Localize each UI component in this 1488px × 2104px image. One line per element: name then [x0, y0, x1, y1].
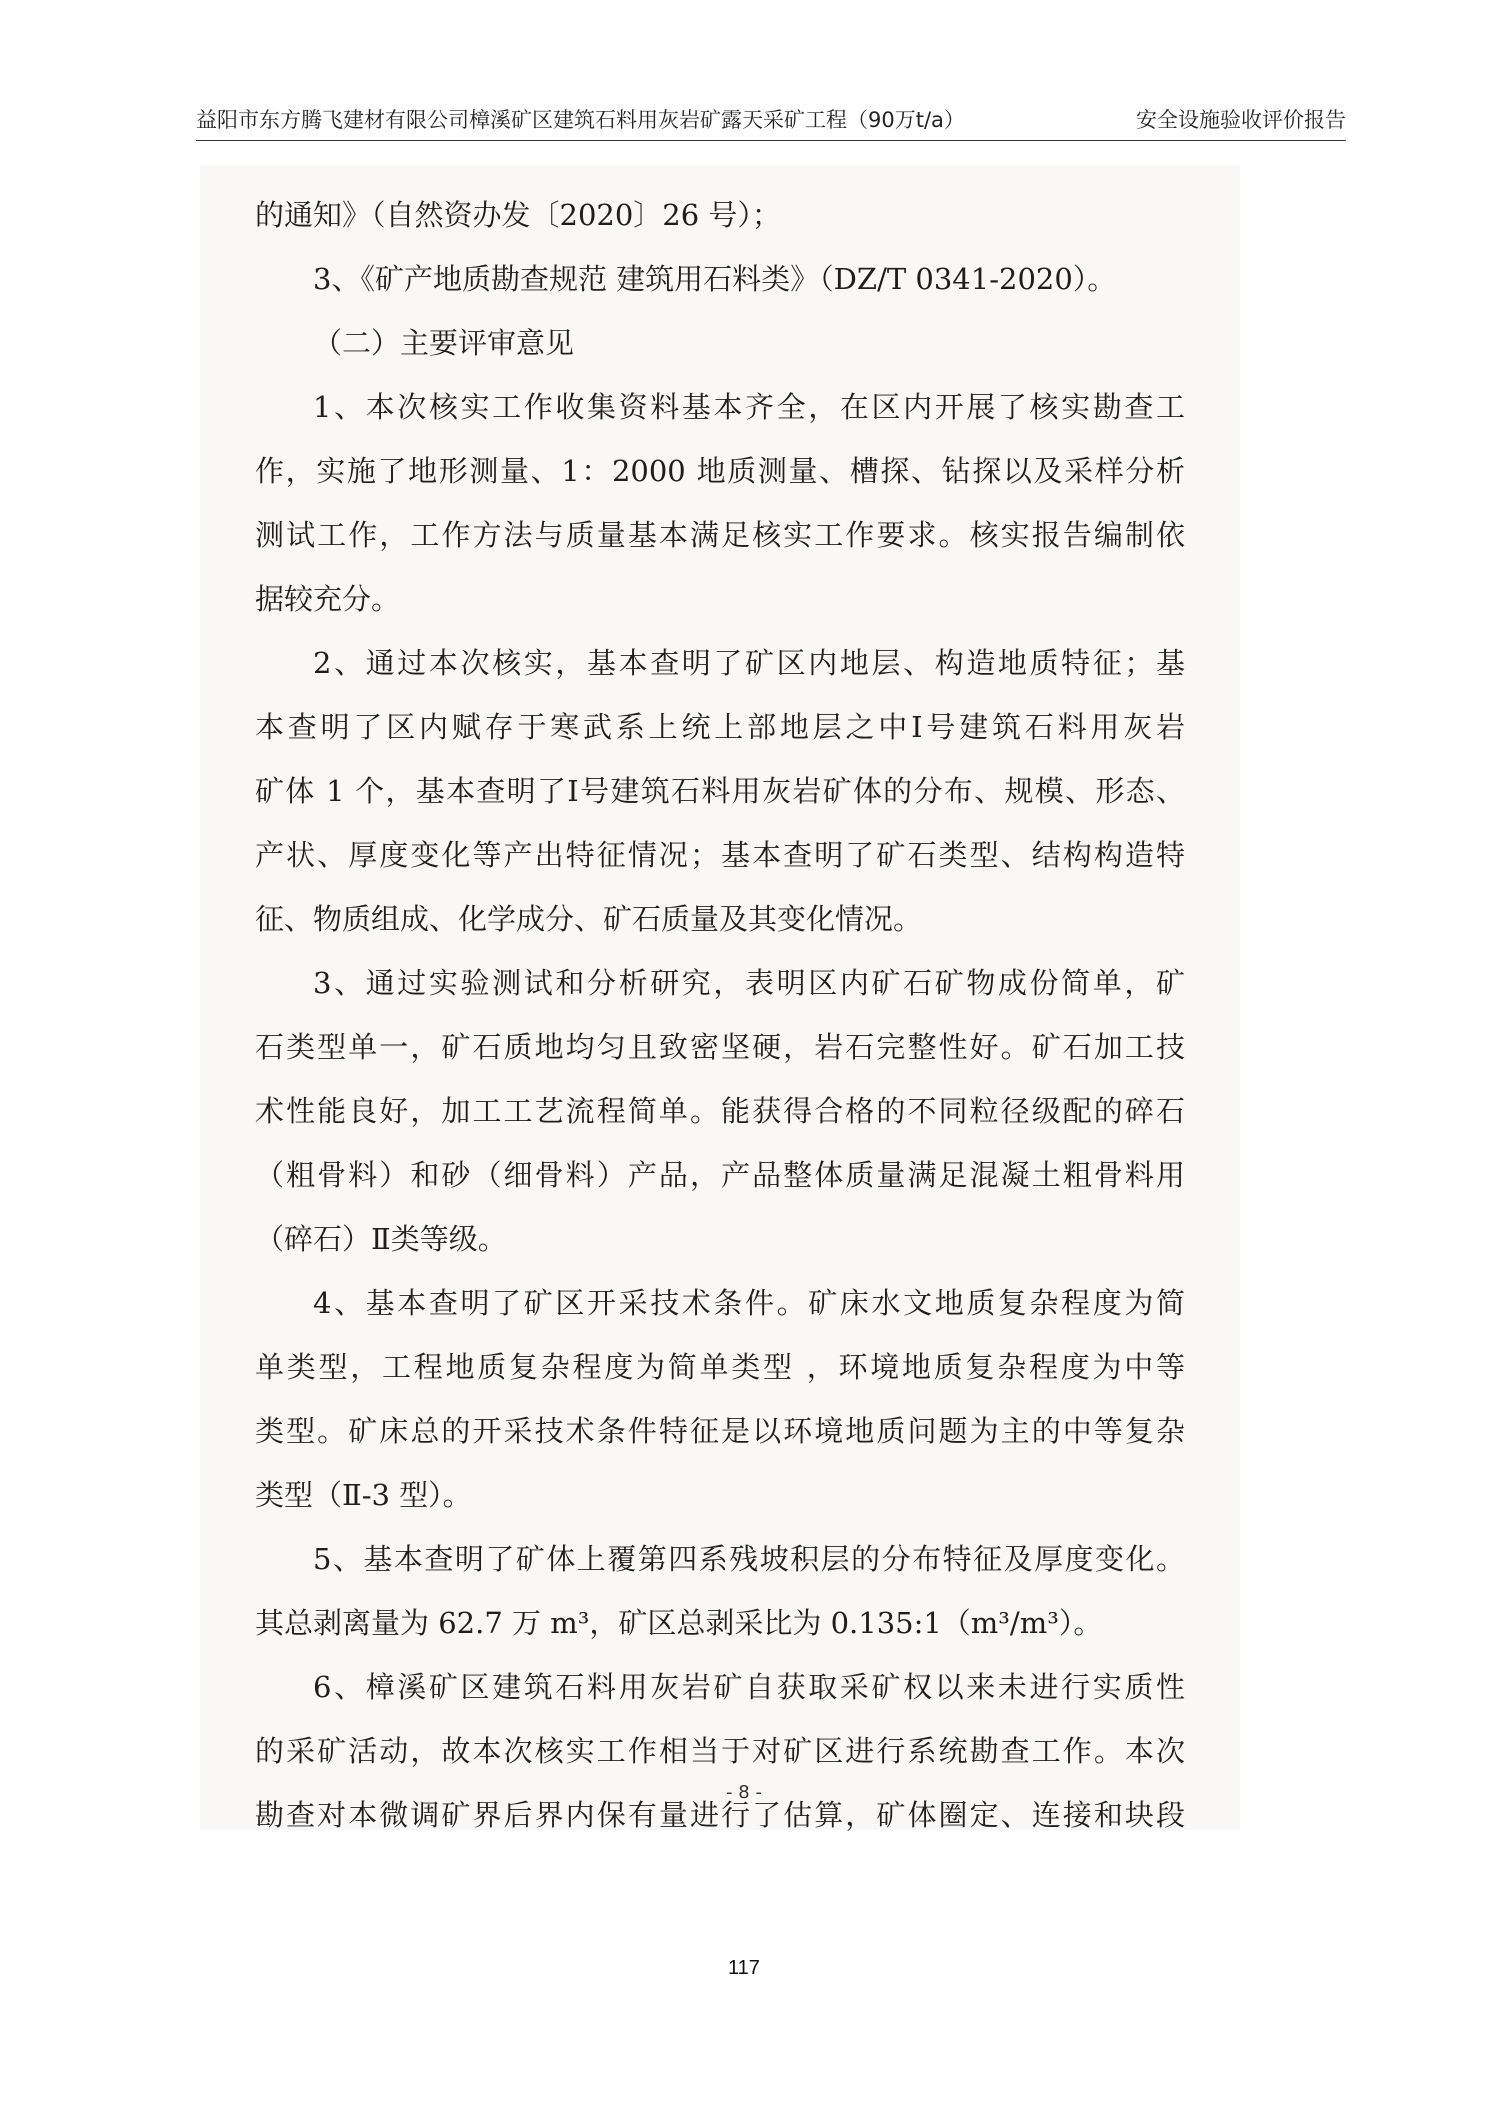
- text-line: 术性能良好，加工工艺流程简单。能获得合格的不同粒径级配的碎石: [255, 1094, 1185, 1128]
- text-line: 勘查对本微调矿界后界内保有量进行了估算，矿体圈定、连接和块段: [255, 1798, 1185, 1832]
- text-line: 征、物质组成、化学成分、矿石质量及其变化情况。: [255, 902, 923, 936]
- text-line: 单类型，工程地质复杂程度为简单类型 ，环境地质复杂程度为中等: [255, 1350, 1185, 1384]
- text-line: 1、本次核实工作收集资料基本齐全，在区内开展了核实勘查工: [313, 390, 1185, 424]
- text-line: 作，实施了地形测量、1：2000 地质测量、槽探、钻探以及采样分析: [255, 454, 1185, 488]
- scanned-page-number: - 8 -: [726, 1782, 762, 1803]
- text-line: 3、《矿产地质勘查规范 建筑用石料类》（DZ/T 0341-2020）。: [313, 262, 1117, 296]
- page-number: 117: [728, 1957, 760, 1979]
- text-line: 石类型单一，矿石质地均匀且致密坚硬，岩石完整性好。矿石加工技: [255, 1030, 1185, 1064]
- text-line: （碎石）Ⅱ类等级。: [255, 1222, 507, 1256]
- text-line: 产状、厚度变化等产出特征情况；基本查明了矿石类型、结构构造特: [255, 838, 1185, 872]
- text-line: 本查明了区内赋存于寒武系上统上部地层之中Ⅰ号建筑石料用灰岩: [255, 710, 1185, 744]
- text-line: 测试工作，工作方法与质量基本满足核实工作要求。核实报告编制依: [255, 518, 1185, 552]
- text-line: 类型（Ⅱ-3 型）。: [255, 1478, 472, 1512]
- header-report-title: 安全设施验收评价报告: [1136, 108, 1346, 132]
- text-line: 6、樟溪矿区建筑石料用灰岩矿自获取采矿权以来未进行实质性: [313, 1670, 1185, 1704]
- header-project-title: 益阳市东方腾飞建材有限公司樟溪矿区建筑石料用灰岩矿露天采矿工程（90万t/a）: [196, 108, 965, 132]
- text-line: 的采矿活动，故本次核实工作相当于对矿区进行系统勘查工作。本次: [255, 1734, 1185, 1768]
- text-line: 矿体 1 个，基本查明了Ⅰ号建筑石料用灰岩矿体的分布、规模、形态、: [255, 774, 1185, 808]
- text-line: 其总剥离量为 62.7 万 m³，矿区总剥采比为 0.135:1（m³/m³）。: [255, 1606, 1103, 1640]
- section-heading: （二）主要评审意见: [313, 326, 575, 360]
- text-line: 类型。矿床总的开采技术条件特征是以环境地质问题为主的中等复杂: [255, 1414, 1185, 1448]
- text-line: 3、通过实验测试和分析研究，表明区内矿石矿物成份简单，矿: [313, 966, 1185, 1000]
- text-line: （粗骨料）和砂（细骨料）产品，产品整体质量满足混凝土粗骨料用: [255, 1158, 1185, 1192]
- text-line: 5、基本查明了矿体上覆第四系残坡积层的分布特征及厚度变化。: [313, 1542, 1185, 1576]
- text-line: 4、基本查明了矿区开采技术条件。矿床水文地质复杂程度为简: [313, 1286, 1185, 1320]
- text-line: 2、通过本次核实，基本查明了矿区内地层、构造地质特征；基: [313, 646, 1185, 680]
- text-line: 据较充分。: [255, 582, 401, 616]
- page-header: [196, 100, 1346, 141]
- text-line: 的通知》（自然资办发〔2020〕26 号）；: [255, 198, 781, 232]
